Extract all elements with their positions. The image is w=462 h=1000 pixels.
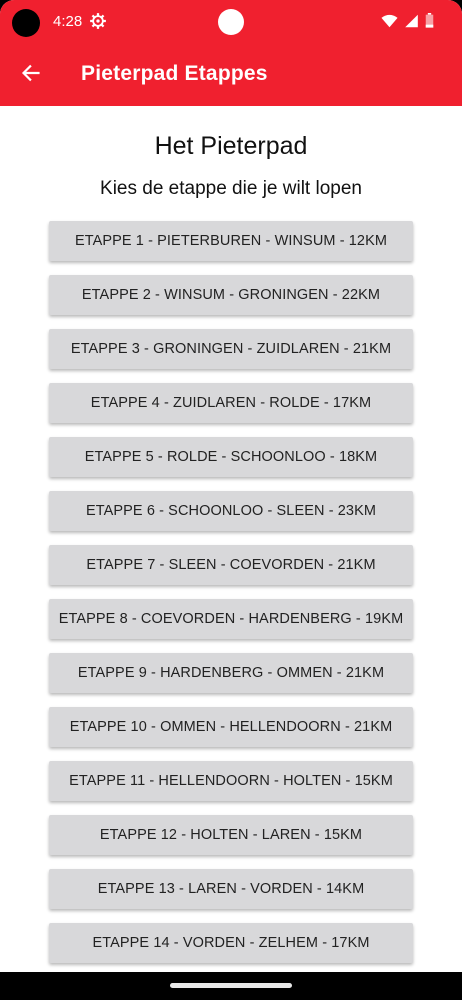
main-content [0,106,462,972]
front-camera [12,9,40,37]
status-bar [0,0,462,44]
center-camera-dot [218,9,244,35]
stage-list [49,221,413,972]
battery-icon [425,13,434,33]
app-title: Pieterpad Etappes [81,62,268,85]
stage-8-button[interactable]: ETAPPE 8 - COEVORDEN - HARDENBERG - 19KM [49,599,413,639]
wifi-icon [381,14,398,33]
app-bar [0,44,462,106]
settings-gear-icon [89,12,107,30]
stage-13-button[interactable]: ETAPPE 13 - LAREN - VORDEN - 14KM [49,869,413,909]
stage-9-button[interactable]: ETAPPE 9 - HARDENBERG - OMMEN - 21KM [49,653,413,693]
stage-5-button[interactable]: ETAPPE 5 - ROLDE - SCHOONLOO - 18KM [49,437,413,477]
home-indicator[interactable] [170,983,292,988]
page-title: Het Pieterpad [154,132,308,160]
stage-12-button[interactable]: ETAPPE 12 - HOLTEN - LAREN - 15KM [49,815,413,855]
stage-7-button[interactable]: ETAPPE 7 - SLEEN - COEVORDEN - 21KM [49,545,413,585]
arrow-left-icon [21,63,41,88]
back-button[interactable] [14,58,48,92]
status-icons [381,13,434,33]
stage-6-button[interactable]: ETAPPE 6 - SCHOONLOO - SLEEN - 23KM [49,491,413,531]
stage-10-button[interactable]: ETAPPE 10 - OMMEN - HELLENDOORN - 21KM [49,707,413,747]
stage-4-button[interactable]: ETAPPE 4 - ZUIDLAREN - ROLDE - 17KM [49,383,413,423]
system-navigation-bar [0,972,462,1000]
stage-2-button[interactable]: ETAPPE 2 - WINSUM - GRONINGEN - 22KM [49,275,413,315]
stage-3-button[interactable]: ETAPPE 3 - GRONINGEN - ZUIDLAREN - 21KM [49,329,413,369]
stage-1-button[interactable]: ETAPPE 1 - PIETERBUREN - WINSUM - 12KM [49,221,413,261]
status-time: 4:28 [53,13,83,30]
page-subtitle: Kies de etappe die je wilt lopen [100,178,362,199]
signal-icon [404,14,419,33]
stage-11-button[interactable]: ETAPPE 11 - HELLENDOORN - HOLTEN - 15KM [49,761,413,801]
stage-14-button[interactable]: ETAPPE 14 - VORDEN - ZELHEM - 17KM [49,923,413,963]
